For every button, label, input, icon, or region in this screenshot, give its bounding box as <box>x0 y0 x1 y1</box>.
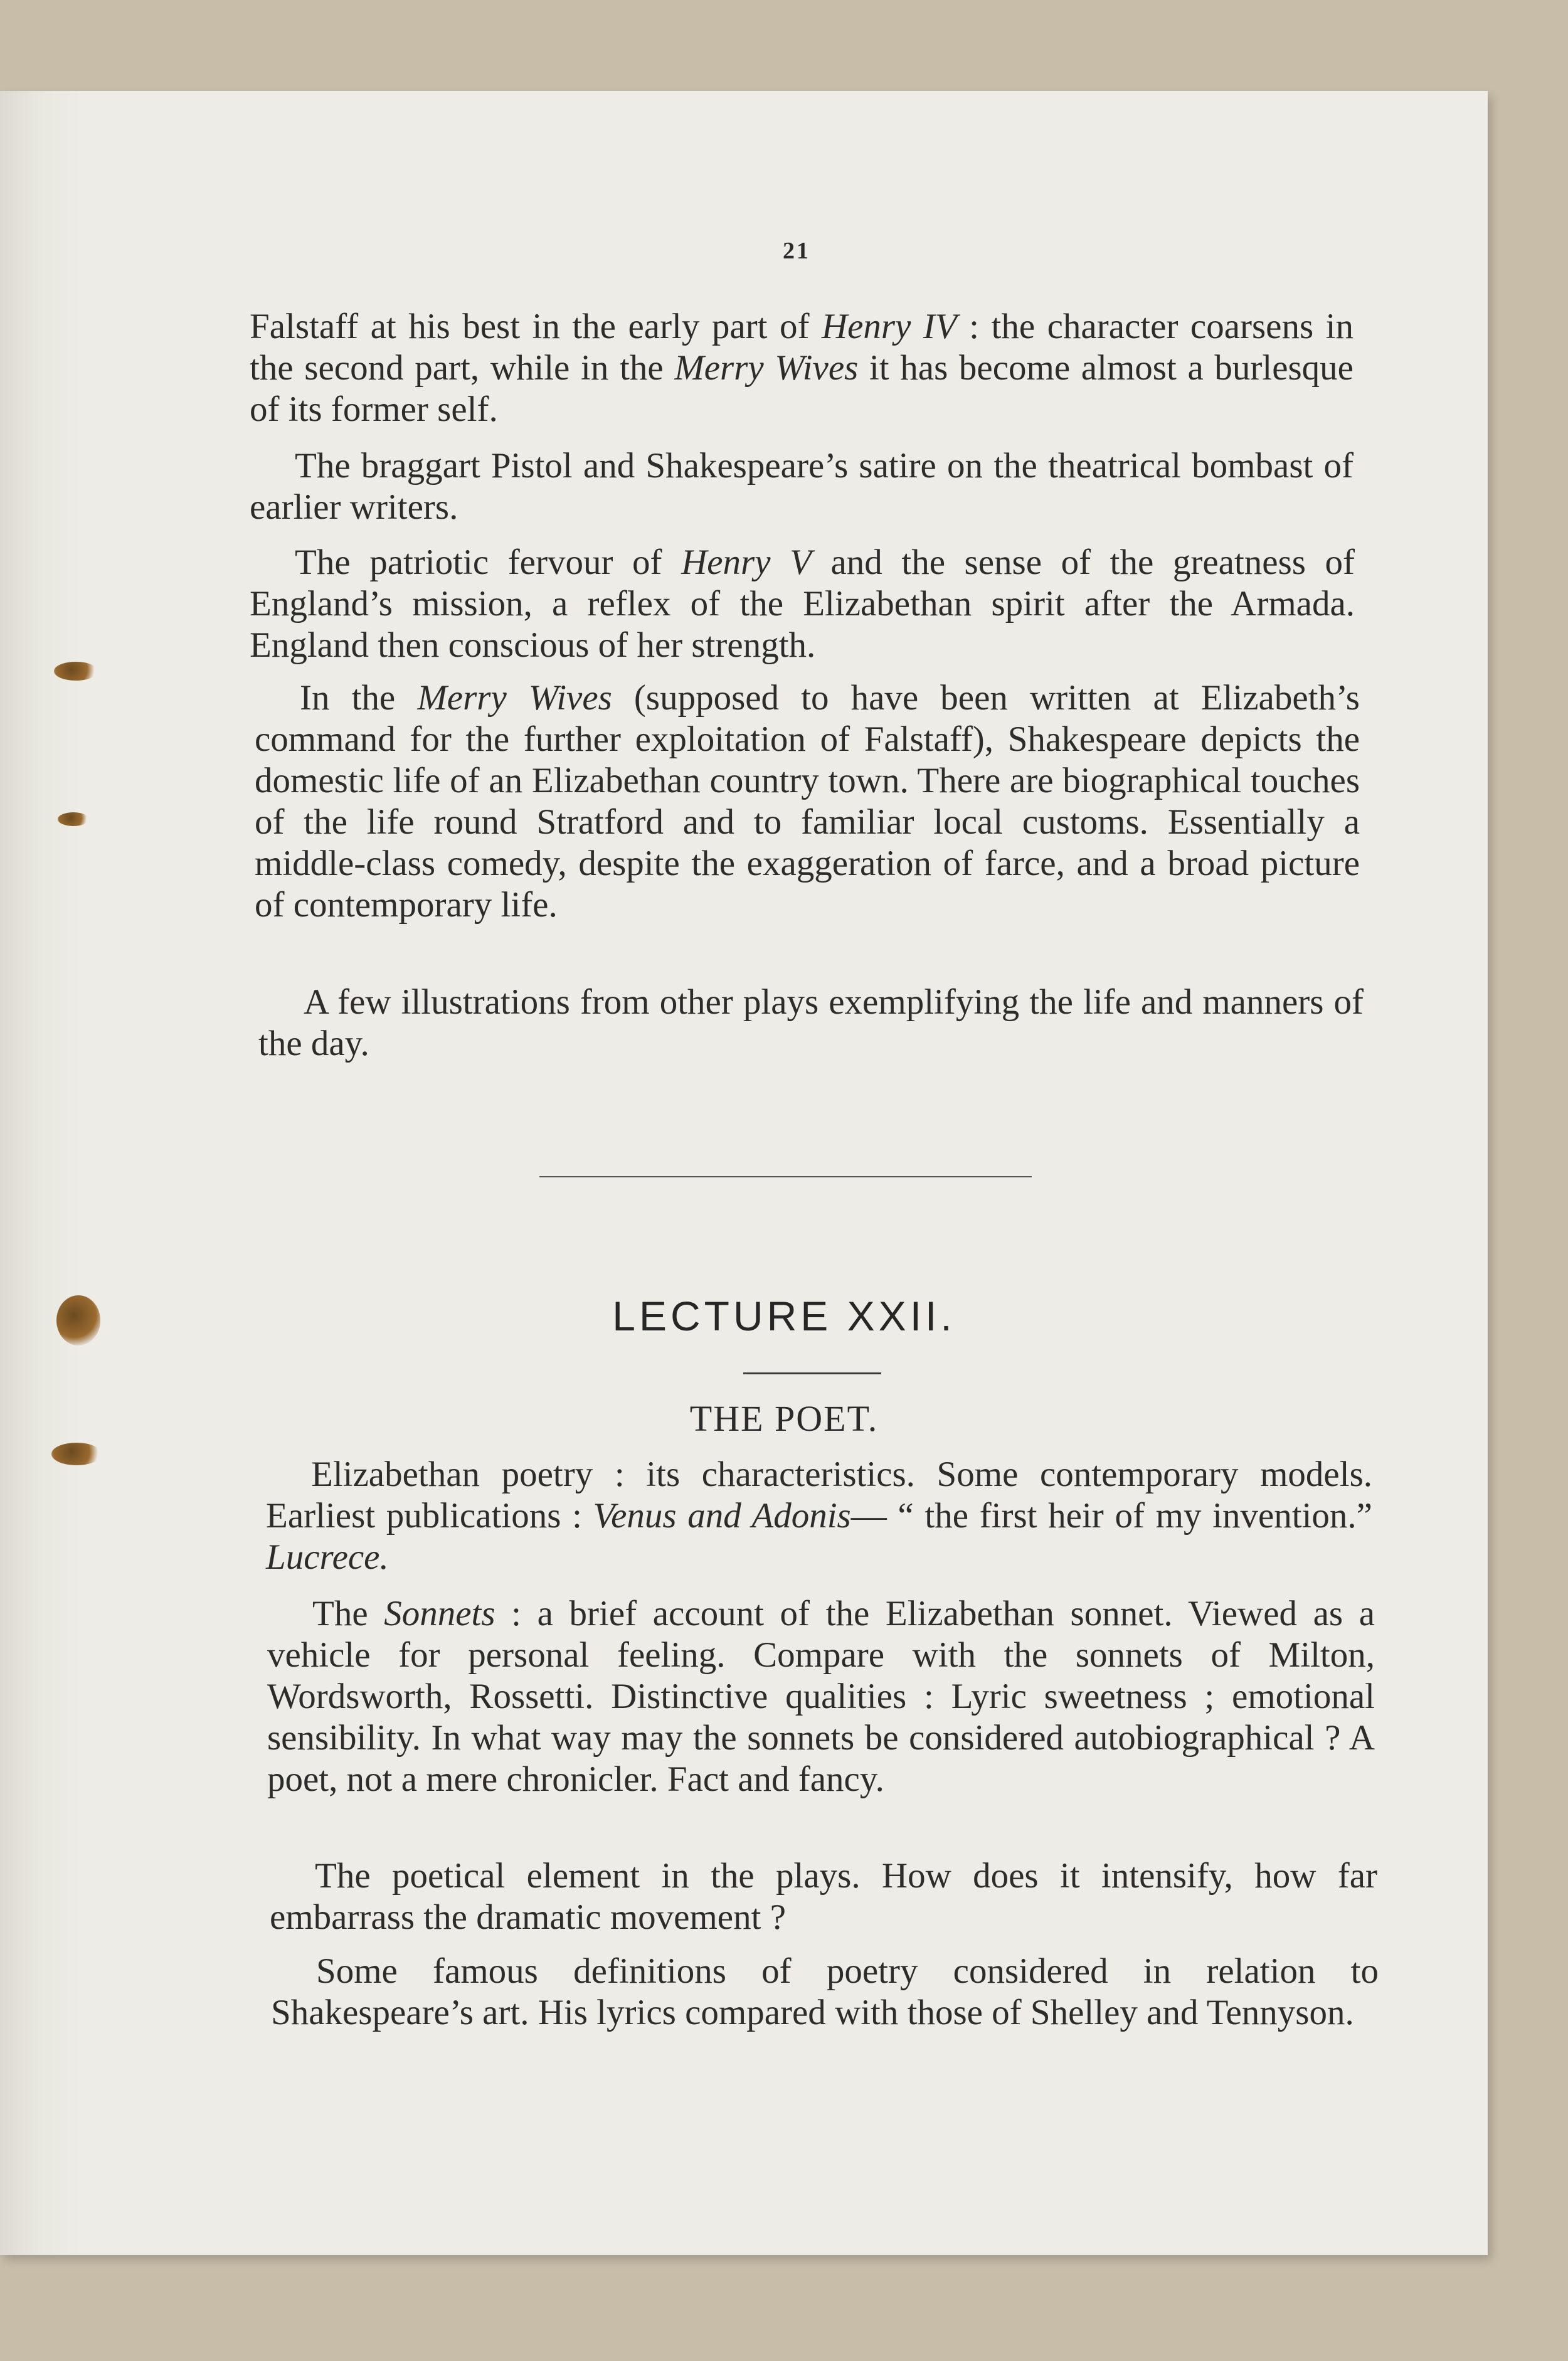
page-gutter <box>0 91 82 2255</box>
foxing-stain <box>51 1443 102 1465</box>
play-title: Merry Wives <box>417 678 612 718</box>
text-run: In the <box>300 678 418 718</box>
page-number: 21 <box>783 238 810 264</box>
text-run: it has become almost a burlesque of its former self. <box>250 348 1353 429</box>
paragraph-definitions <box>271 1951 1379 2034</box>
poem-title: Sonnets <box>384 1594 495 1633</box>
paragraph-sonnets <box>267 1593 1375 1800</box>
paragraph-text: A few illustrations from other plays exemplifying the life and manners of the day. <box>258 982 1364 1063</box>
text-run: (supposed to have been written at Elizabeth’s command for the further exploitation of Falstaff), Shakespeare depicts the domestic life of an Elizabethan country town. There are biographical touches of the life round Stratford and to familiar local customs. Essentially a middle-class comedy, despite the exaggeration of farce, and a broad picture of contemporary life. <box>255 678 1360 925</box>
paragraph-text: The braggart Pistol and Shakespeare’s satire on the theatrical bombast of earlier writers. <box>250 446 1353 527</box>
paragraph-falstaff <box>250 306 1353 430</box>
text-run: Falstaff at his best in the early part of <box>250 307 822 346</box>
paragraph-text: The poetical element in the plays. How does it intensify, how far embarrass the dramatic movement ? <box>270 1856 1377 1937</box>
foxing-stain <box>58 812 89 826</box>
play-title: Henry V <box>681 543 812 582</box>
paragraph-text: Some famous definitions of poetry considered in relation to Shakespeare’s art. His lyrics compared with those of Shelley and Tennyson. <box>271 1951 1379 2032</box>
text-run: The patriotic fervour of <box>295 543 682 582</box>
text-run: Elizabethan poetry : its characteristics. Some contemporary models. Earliest publications : <box>266 1455 1372 1536</box>
lecture-heading: LECTURE XXII. <box>612 1293 956 1339</box>
paragraph-illustrations <box>258 982 1364 1064</box>
poem-title: Venus and Adonis <box>593 1496 851 1536</box>
heading-rule <box>743 1372 881 1374</box>
paragraph-pistol <box>250 445 1353 528</box>
text-run: : a brief account of the Elizabethan sonnet. Viewed as a vehicle for personal feeling. Compare with the sonnets of Milton, Wordsworth, Rossetti. Distinctive qualities : Lyric sweetness ; emotional sensibility. In what way may the sonnets be considered autobiographical ? A poet, not a mere chronicler. Fact and fancy. <box>267 1594 1375 1799</box>
paragraph-merry-wives <box>255 677 1360 926</box>
play-title: Henry IV <box>821 307 957 346</box>
paragraph-poetical-element <box>270 1855 1377 1938</box>
section-divider <box>539 1176 1032 1177</box>
paragraph-elizabethan-poetry <box>266 1454 1372 1578</box>
poem-title: Lucrece. <box>266 1537 389 1577</box>
text-run: and the sense of the greatness of England’s mission, a reflex of the Elizabethan spirit after the Armada. England then conscious of her strength. <box>250 543 1355 665</box>
text-run: : the character coarsens in the second part, while in the <box>250 307 1353 388</box>
paragraph-henry-v <box>250 542 1355 666</box>
text-run: — “ the first heir of my invention.” <box>850 1496 1372 1536</box>
foxing-stain <box>56 1295 100 1345</box>
play-title: Merry Wives <box>674 348 859 388</box>
text-run: The <box>312 1594 384 1633</box>
foxing-stain <box>54 662 98 681</box>
lecture-subheading: THE POET. <box>689 1398 879 1439</box>
